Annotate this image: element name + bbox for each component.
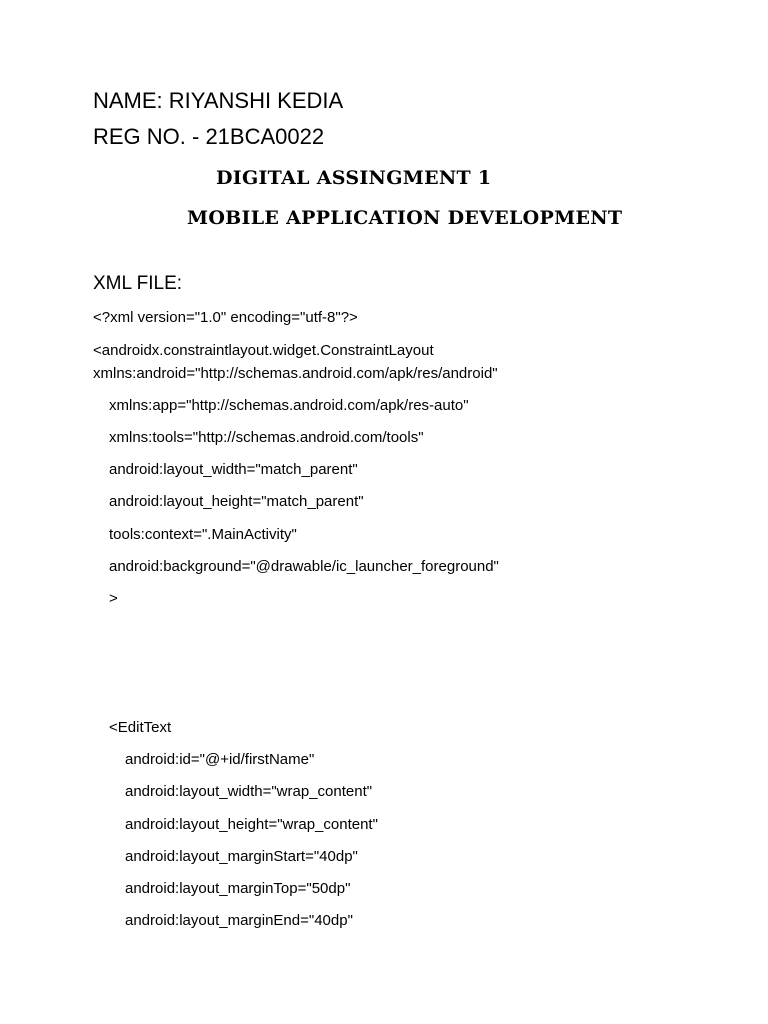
student-name: NAME: RIYANSHI KEDIA <box>93 88 344 113</box>
section-heading-xml-file: XML FILE: <box>93 273 183 294</box>
edittext-attr-margin-top: android:layout_marginTop="50dp" <box>125 880 351 897</box>
registration-number: REG NO. - 21BCA0022 <box>93 124 325 149</box>
course-title: MOBILE APPLICATION DEVELOPMENT <box>187 207 623 229</box>
root-attr-layout-height: android:layout_height="match_parent" <box>109 493 364 510</box>
edittext-attr-id: android:id="@+id/firstName" <box>125 751 315 768</box>
edittext-open: <EditText <box>109 719 172 736</box>
edittext-attr-margin-start: android:layout_marginStart="40dp" <box>125 848 358 865</box>
root-element-open: <androidx.constraintlayout.widget.ConstraintLayout <box>93 342 434 359</box>
root-attr-xmlns-tools: xmlns:tools="http://schemas.android.com/tools" <box>109 429 424 446</box>
root-attr-layout-width: android:layout_width="match_parent" <box>109 461 358 478</box>
root-tag-close-bracket: > <box>109 590 118 607</box>
assignment-title: DIGITAL ASSINGMENT 1 <box>216 167 492 189</box>
xml-declaration: <?xml version="1.0" encoding="utf-8"?> <box>93 309 358 326</box>
root-attr-xmlns-android: xmlns:android="http://schemas.android.com/apk/res/android" <box>93 365 498 382</box>
edittext-attr-layout-height: android:layout_height="wrap_content" <box>125 816 378 833</box>
root-attr-tools-context: tools:context=".MainActivity" <box>109 526 297 543</box>
edittext-attr-margin-end: android:layout_marginEnd="40dp" <box>125 912 353 929</box>
root-attr-background: android:background="@drawable/ic_launcher_foreground" <box>109 558 499 575</box>
edittext-attr-layout-width: android:layout_width="wrap_content" <box>125 783 373 800</box>
root-attr-xmlns-app: xmlns:app="http://schemas.android.com/apk/res-auto" <box>109 397 469 414</box>
